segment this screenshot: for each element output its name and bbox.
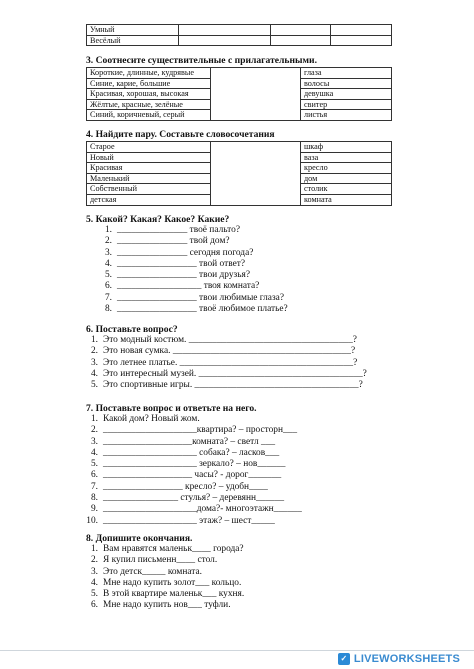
- section-4-match-table: [86, 141, 392, 206]
- answer-cell[interactable]: [331, 35, 392, 46]
- section-8-title: 8. Допишите окончания.: [86, 533, 193, 544]
- table-row: [87, 142, 392, 153]
- answer-cell[interactable]: [179, 35, 271, 46]
- section-5-title: 5. Какой? Какая? Какое? Какие?: [86, 214, 230, 225]
- table-cell: Умный: [87, 25, 179, 36]
- liveworksheets-logo-icon: ✓: [338, 653, 350, 665]
- noun-cell: листья: [301, 110, 392, 121]
- adjective-cell: Новый: [87, 152, 211, 163]
- adjectives-cell: Синие, карие, большие: [87, 78, 211, 89]
- worksheet-page: Умный Весёлый 3. Соотнесите существительные с прилагательными. Короткие, длинные, кудрявые глаза Синие, карие, большие волосы Красивая, хорошая, высокая девушка Жёлтые, красные, зелёные свитер Синий, коричневый, серый листья 4. Найдите пару. Составьте словосочетания Старое шкаф Новый ваза Красивая кресло Маленький дом Собственный столик детская комната 5. Какой? Какая? Какое? Какие? 1. _______________ твоё пальто? 2. _______________ твой дом? 3. _______________ сегодня погода? 4. _________________ твой ответ? 5. _________________ твои друзья? 6. __________________ твоя комната? 7. _________________ твои любимые глаза? 8. _________________ твоё любимое платье? 6. Поставьте вопрос? 1. Это модный костюм. ___________________________________? 2. Это новая сумка. ______________________________________? 3. Это летнее платье. _____________________________________? 4. Это интересный музей. ___________________________________? 5. Это спортивные игры. ___________________________________? 7. Поставьте вопрос и ответьте на него. 1. Какой дом? Новый жом. 2. ____________________квартира? – просторн___ 3. ___________________комната? – светл ___ 4. ____________________ собака? – ласков___ 5. ____________________ зеркало? – нов______ 6. ___________________ часы? - дорог_______ 7. _________________ кресло? – удобн____ 8. ________________ стулья? – деревянн______ 9. ____________________дома?- многоэтажн______ 10. ____________________ этаж? – шест_____ 8. Допишите окончания. 1. Вам нравятся маленьк____ города? 2. Я купил письменн____ стол. 3. Это детск_____ комната. 4. Мне надо купить золот___ кольцо. 5. В этой квартире маленьк___ кухня. 6. Мне надо купить нов___ туфли. ✓ LIVEWORKSHEETS: [0, 0, 474, 669]
- noun-cell: девушка: [301, 89, 392, 100]
- answer-cell[interactable]: [179, 25, 271, 36]
- brand-text: LIVEWORKSHEETS: [353, 653, 460, 665]
- noun-cell: свитер: [301, 99, 392, 110]
- adjectives-cell: Жёлтые, красные, зелёные: [87, 99, 211, 110]
- table-row: [87, 25, 392, 36]
- adjectives-cell: Короткие, длинные, кудрявые: [87, 68, 211, 79]
- adjectives-cell: Синий, коричневый, серый: [87, 110, 211, 121]
- match-area[interactable]: [211, 142, 301, 206]
- noun-cell: ваза: [301, 152, 392, 163]
- table-row: [87, 35, 392, 46]
- table-cell: Весёлый: [87, 35, 179, 46]
- noun-cell: волосы: [301, 78, 392, 89]
- adjectives-cell: Красивая, хорошая, высокая: [87, 89, 211, 100]
- answer-cell[interactable]: [271, 35, 331, 46]
- section-7-title: 7. Поставьте вопрос и ответьте на него.: [86, 403, 257, 414]
- section-4-title: 4. Найдите пару. Составьте словосочетания: [86, 129, 275, 140]
- section-3-match-table: [86, 67, 392, 121]
- adjective-cell: Старое: [87, 142, 211, 153]
- noun-cell: столик: [301, 184, 392, 195]
- adjective-cell: Маленький: [87, 173, 211, 184]
- brand-logo[interactable]: [338, 653, 460, 665]
- adjective-cell: Красивая: [87, 163, 211, 174]
- answer-cell[interactable]: [331, 25, 392, 36]
- table-row: [87, 68, 392, 79]
- footer-divider: [0, 650, 474, 651]
- section-3-title: 3. Соотнесите существительные с прилагательными.: [86, 55, 317, 66]
- section-6-title: 6. Поставьте вопрос?: [86, 324, 178, 335]
- adjective-cell: Собственный: [87, 184, 211, 195]
- noun-cell: шкаф: [301, 142, 392, 153]
- noun-cell: кресло: [301, 163, 392, 174]
- noun-cell: глаза: [301, 68, 392, 79]
- match-area[interactable]: [211, 68, 301, 121]
- top-table: [86, 24, 392, 46]
- noun-cell: дом: [301, 173, 392, 184]
- answer-cell[interactable]: [271, 25, 331, 36]
- noun-cell: комната: [301, 194, 392, 205]
- footer: [0, 650, 474, 669]
- adjective-cell: детская: [87, 194, 211, 205]
